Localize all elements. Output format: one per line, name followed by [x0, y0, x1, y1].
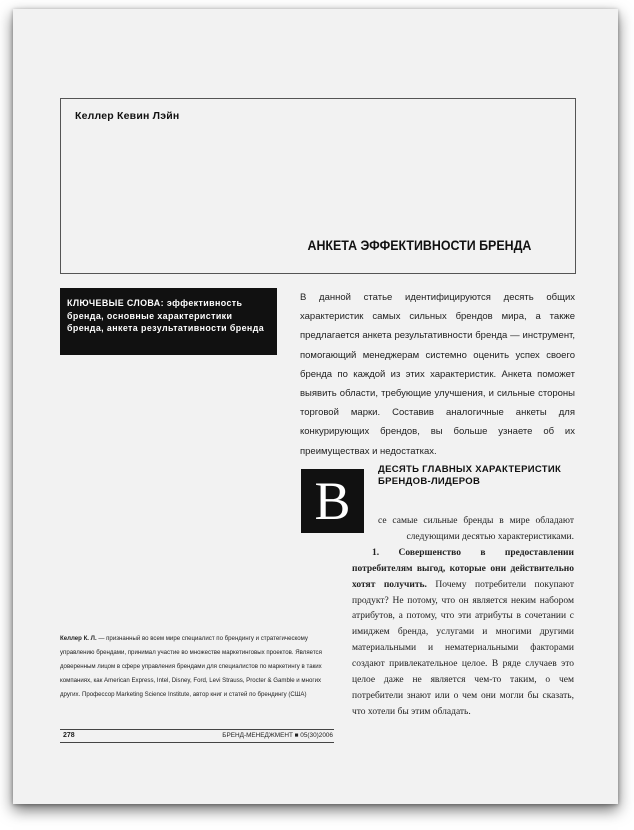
drop-cap: В — [301, 469, 364, 533]
point-1-heading: 1. Совершенство в предоставлении потребителям выгод, которые они действительно хотят получить. — [352, 547, 574, 590]
author-bio — [60, 632, 335, 702]
author-bio-name: Келлер К. Л. — [60, 635, 97, 642]
keywords-box: КЛЮЧЕВЫЕ СЛОВА: эффективность бренда, основные характеристики бренда, анкета результативности бренда — [60, 288, 277, 355]
intro-line-1: се самые сильные бренды в мире обладают — [378, 516, 574, 526]
page-footer — [60, 730, 334, 743]
point-1 — [352, 546, 574, 721]
document-page — [13, 9, 618, 804]
author-bio-text: — признанный во всем мире специалист по брендингу и стратегическому управлению брендами, принимал участие во множестве маркетинговых проектов. Является доверенным лицом в сфере управления брендами для специалистов по маркетингу в таких компаниях, как American Express, Intel, Disney, Ford, Levi Strauss, Procter & Gamble и многих других. Профессор Marketing Science Institute, автор книг и статей по брендингу (США) — [60, 635, 322, 699]
point-1-text: Почему потребители покупают продукт? Не потому, что он является неким набором атрибутов, а потому, что эти атрибуты в сочетании с имиджем бренда, услугами и многими другими материальными и нематериальными факторами создают привлекательное целое. В ряде случаев это целое даже не является чем-то таким, о чем потребители знают или о чем они могли бы сказать, что хотели бы этим обладать. — [352, 579, 575, 717]
article-title: АНКЕТА ЭФФЕКТИВНОСТИ БРЕНДА — [307, 238, 531, 253]
article-abstract: В данной статье идентифицируются десять общих характеристик самых сильных брендов мира, а также предлагается анкета результативности бренда — инструмент, помогающий менеджерам системно оценить успех своего бренда по каждой из этих характеристик. Анкета поможет выявить области, требующие улучшения, и сильные стороны торговой марки. Составив аналогичные анкеты для конкурирующих брендов, вы больше узнаете об их преимуществах и недостатках. — [300, 292, 575, 457]
section-heading: ДЕСЯТЬ ГЛАВНЫХ ХАРАКТЕРИСТИК БРЕНДОВ-ЛИДЕРОВ — [378, 464, 562, 487]
intro-line-2: следующими десятью характеристиками. — [406, 531, 574, 542]
journal-issue: БРЕНД-МЕНЕДЖМЕНТ ■ 05(30)2006 — [222, 732, 333, 739]
article-author: Келлер Кевин Лэйн — [75, 110, 180, 122]
article-header-box — [60, 98, 576, 274]
body-text — [352, 514, 574, 721]
page-number: 278 — [63, 732, 75, 739]
